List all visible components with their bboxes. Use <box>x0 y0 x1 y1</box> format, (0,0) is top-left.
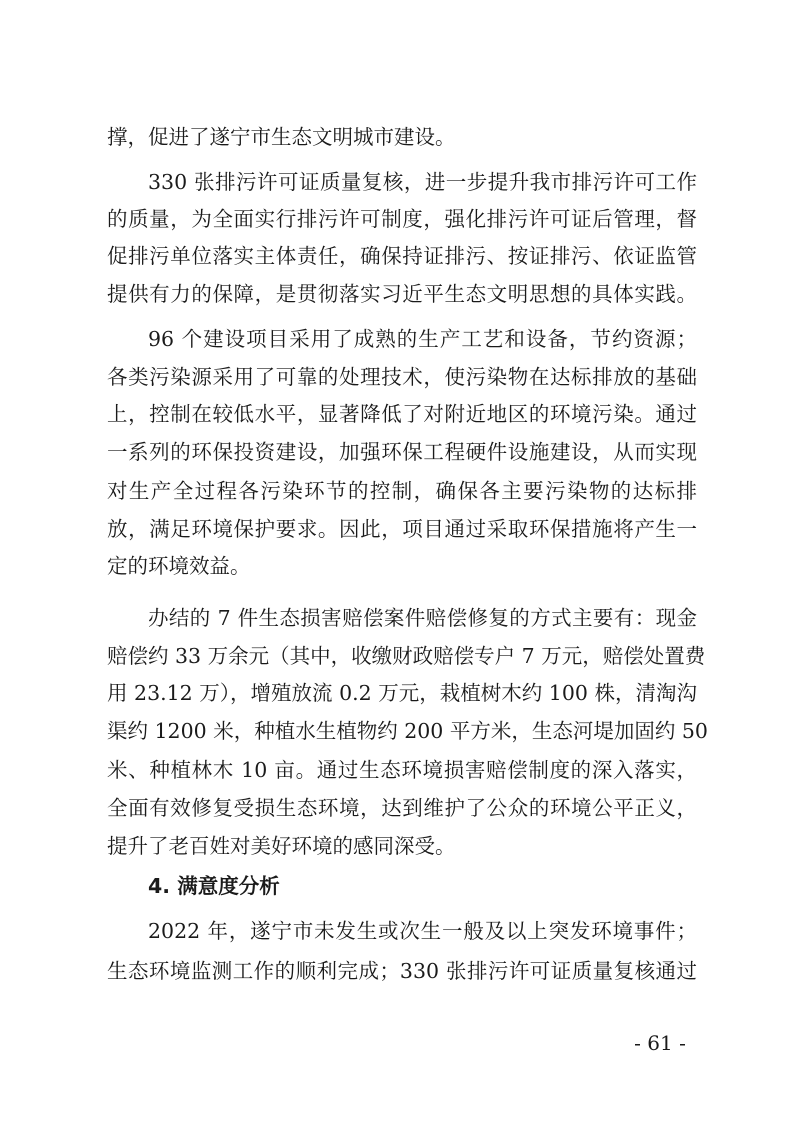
text-line-12: 定的环境效益。 <box>107 554 251 578</box>
text-line-18: 全面有效修复受损生态环境，达到维护了公众的环境公平正义， <box>107 796 697 820</box>
text-line-7: 各类污染源采用了可靠的处理技术，使污染物在达标排放的基础 <box>107 365 697 389</box>
text-line-17: 米、种植林木 10 亩。通过生态环境损害赔偿制度的深入落实， <box>107 758 697 782</box>
text-line-13: 办结的 7 件生态损害赔偿案件赔偿修复的方式主要有：现金 <box>148 606 697 630</box>
text-line-3: 的质量，为全面实行排污许可制度，强化排污许可证后管理，督 <box>107 207 697 231</box>
text-line-6: 96 个建设项目采用了成熟的生产工艺和设备，节约资源； <box>148 327 697 351</box>
text-line-15: 用 23.12 万），增殖放流 0.2 万元，栽植树木约 100 株，清淘沟 <box>107 681 697 705</box>
text-line-2: 330 张排污许可证质量复核，进一步提升我市排污许可工作 <box>148 170 697 194</box>
section-heading: 4. 满意度分析 <box>148 874 280 898</box>
text-line-22: 生态环境监测工作的顺利完成；330 张排污许可证质量复核通过 <box>107 959 697 983</box>
text-line-8: 上，控制在较低水平，显著降低了对附近地区的环境污染。通过 <box>107 402 697 426</box>
text-line-21: 2022 年，遂宁市未发生或次生一般及以上突发环境事件； <box>148 919 697 943</box>
text-line-14: 赔偿约 33 万余元（其中，收缴财政赔偿专户 7 万元，赔偿处置费 <box>107 644 706 668</box>
text-line-11: 放，满足环境保护要求。因此，项目通过采取环保措施将产生一 <box>107 517 697 541</box>
text-line-16: 渠约 1200 米，种植水生植物约 200 平方米，生态河堤加固约 50 <box>107 719 708 743</box>
text-line-9: 一系列的环保投资建设，加强环保工程硬件设施建设，从而实现 <box>107 440 697 464</box>
text-line-10: 对生产全过程各污染环节的控制，确保各主要污染物的达标排 <box>107 479 697 503</box>
text-line-19: 提升了老百姓对美好环境的感同深受。 <box>107 834 456 858</box>
page-number: - 61 - <box>634 1031 686 1055</box>
text-line-1: 撑，促进了遂宁市生态文明城市建设。 <box>107 125 456 149</box>
text-line-5: 提供有力的保障，是贯彻落实习近平生态文明思想的具体实践。 <box>107 282 697 306</box>
text-line-4: 促排污单位落实主体责任，确保持证排污、按证排污、依证监管 <box>107 244 697 268</box>
